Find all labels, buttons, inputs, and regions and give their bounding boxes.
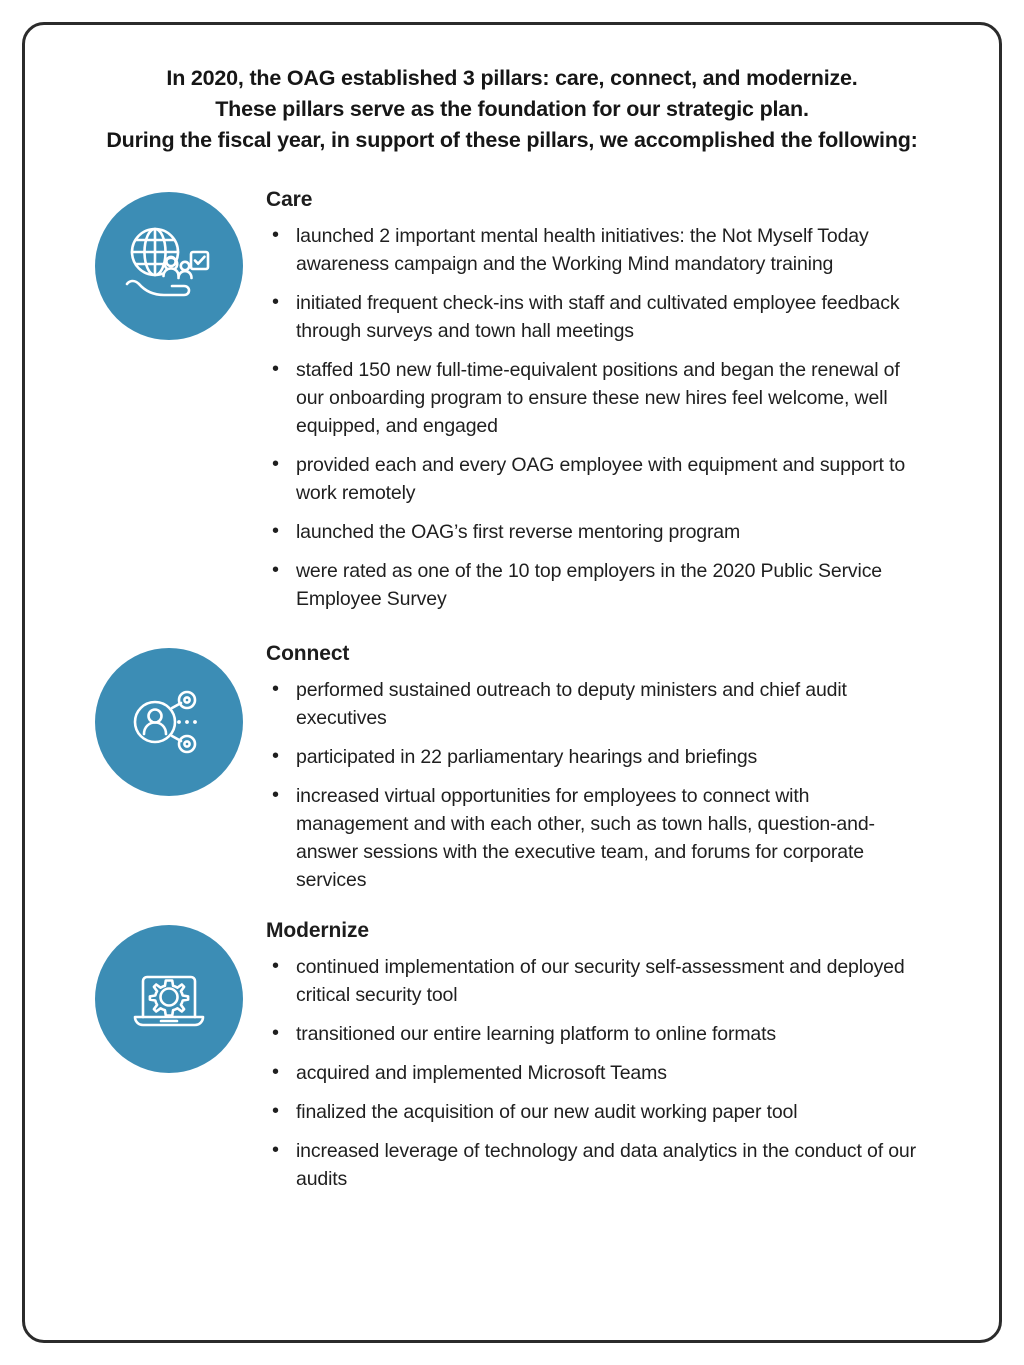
pillar-modernize-text xyxy=(266,919,953,1204)
pillar-connect-bullets xyxy=(266,676,923,894)
pillar-modernize-icon-column xyxy=(71,919,266,1073)
intro-line-2: These pillars serve as the foundation for our strategic plan. xyxy=(215,97,809,121)
list-item: • continued implementation of our security self-assessment and deployed critical security tool xyxy=(266,953,923,1009)
pillar-modernize-title: Modernize xyxy=(266,919,369,942)
laptop-gear-icon xyxy=(95,925,243,1073)
pillar-connect xyxy=(71,642,953,905)
list-item: • launched the OAG’s first reverse mentoring program xyxy=(266,518,923,546)
list-item: • participated in 22 parliamentary hearings and briefings xyxy=(266,743,923,771)
list-item: • acquired and implemented Microsoft Teams xyxy=(266,1059,923,1087)
list-item: • finalized the acquisition of our new audit working paper tool xyxy=(266,1098,923,1126)
pillar-care-title: Care xyxy=(266,188,313,211)
list-item: • were rated as one of the 10 top employers in the 2020 Public Service Employee Survey xyxy=(266,557,923,613)
list-item: • initiated frequent check-ins with staff and cultivated employee feedback through surveys and town hall meetings xyxy=(266,289,923,345)
pillars-list xyxy=(71,186,953,1204)
pillar-connect-text xyxy=(266,642,953,905)
network-person-icon xyxy=(95,648,243,796)
intro-line-1: In 2020, the OAG established 3 pillars: care, connect, and modernize. xyxy=(166,66,858,90)
intro-paragraph xyxy=(71,63,953,156)
content-frame xyxy=(22,22,1002,1343)
list-item: • launched 2 important mental health initiatives: the Not Myself Today awareness campaign and the Working Mind mandatory training xyxy=(266,222,923,278)
pillar-care-text xyxy=(266,186,953,624)
list-item: • performed sustained outreach to deputy ministers and chief audit executives xyxy=(266,676,923,732)
pillar-modernize xyxy=(71,919,953,1204)
pillar-connect-icon-column xyxy=(71,642,266,796)
list-item: • increased leverage of technology and data analytics in the conduct of our audits xyxy=(266,1137,923,1193)
pillar-care-bullets xyxy=(266,222,923,613)
globe-hand-people-icon xyxy=(95,192,243,340)
pillar-connect-title: Connect xyxy=(266,642,350,665)
pillar-care-icon-column xyxy=(71,186,266,340)
list-item: • transitioned our entire learning platform to online formats xyxy=(266,1020,923,1048)
list-item: • staffed 150 new full-time-equivalent positions and began the renewal of our onboarding program to ensure these new hires feel welcome, well equipped, and engaged xyxy=(266,356,923,440)
list-item: • increased virtual opportunities for employees to connect with management and with each other, such as town halls, question-and-answer sessions with the executive team, and forums for corporate services xyxy=(266,782,923,894)
pillar-modernize-bullets xyxy=(266,953,923,1193)
pillar-care xyxy=(71,186,953,624)
list-item: • provided each and every OAG employee with equipment and support to work remotely xyxy=(266,451,923,507)
intro-line-3: During the fiscal year, in support of these pillars, we accomplished the following: xyxy=(106,128,918,152)
